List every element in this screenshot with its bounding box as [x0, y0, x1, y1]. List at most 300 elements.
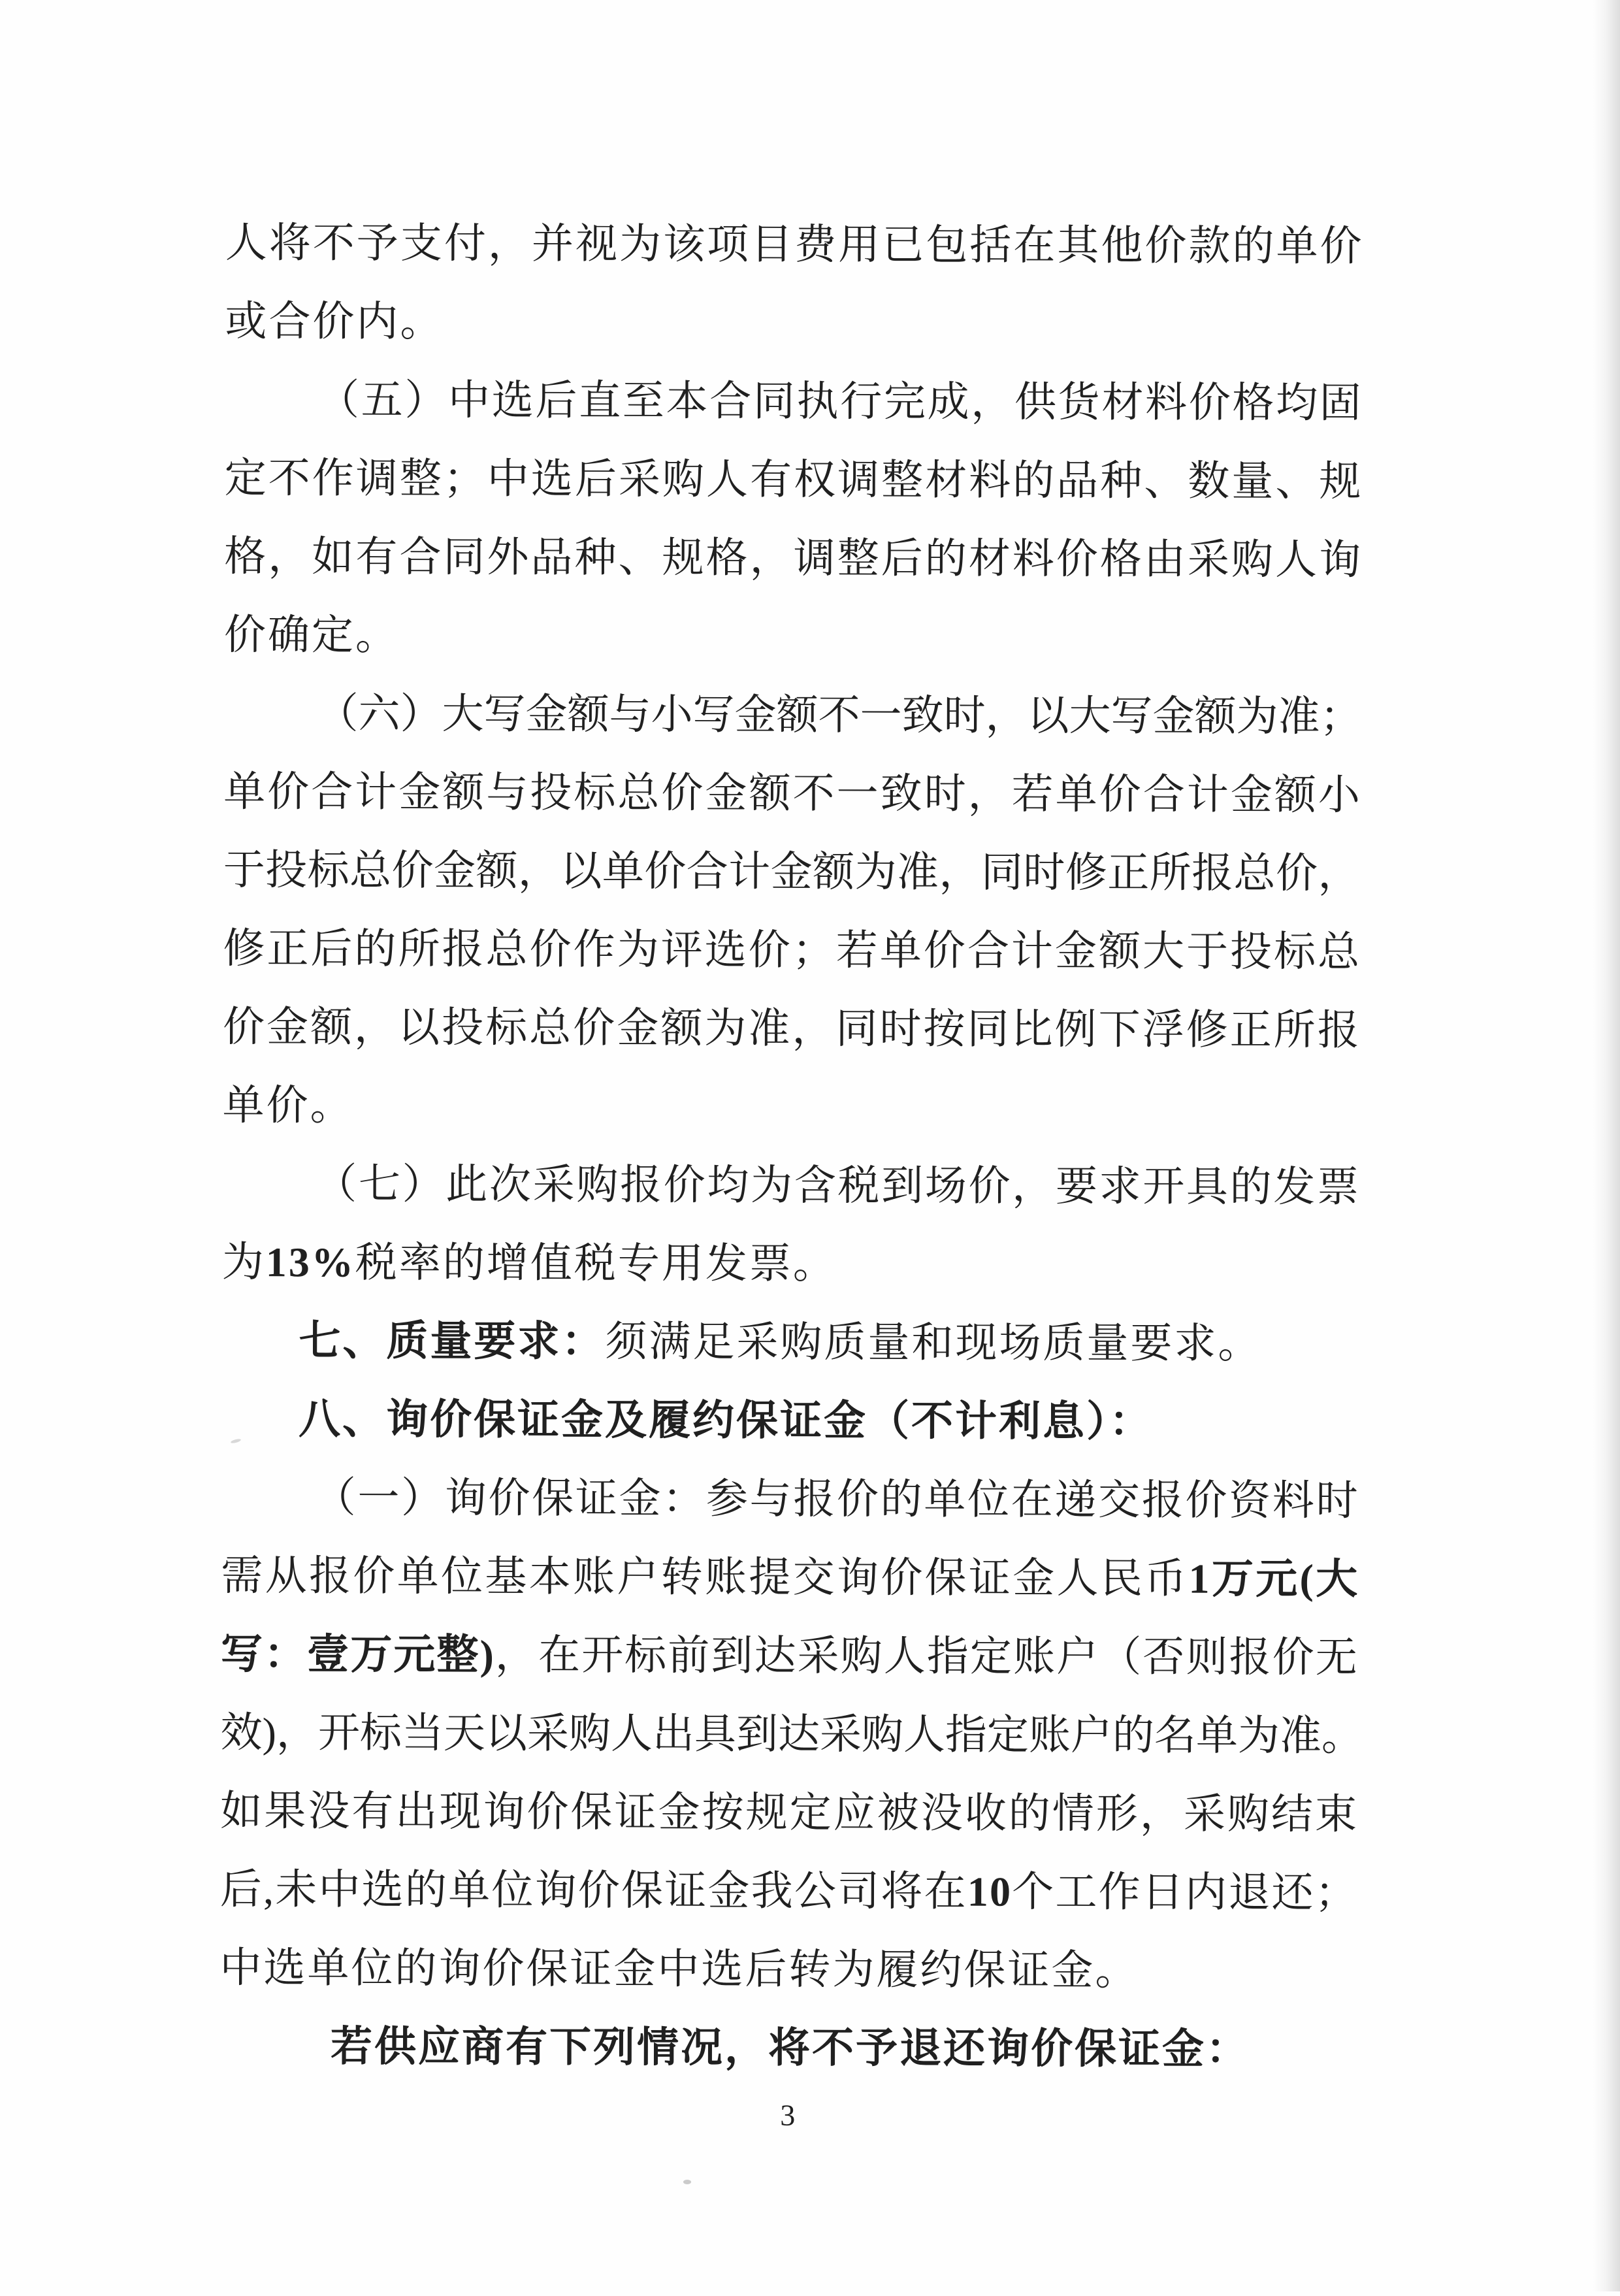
text-glyph: 名 [1154, 1712, 1197, 1759]
text-glyph: 大 [1142, 928, 1185, 975]
text-glyph: 不 [268, 455, 310, 502]
text-glyph: ， [268, 533, 310, 580]
text-glyph: ) [262, 1709, 277, 1756]
text-glyph: 规 [1319, 458, 1361, 505]
text-glyph: 以 [560, 847, 602, 894]
text-glyph: 。 [1321, 1713, 1364, 1760]
text-glyph: 所 [1273, 1007, 1316, 1054]
text-glyph: ， [276, 1709, 319, 1756]
text-line [220, 1694, 1364, 1775]
text-glyph: 定 [969, 1633, 1012, 1680]
text-glyph: 求 [1099, 1163, 1141, 1210]
text-glyph: ） [404, 376, 447, 424]
text-glyph: 定 [789, 1789, 832, 1836]
text-glyph: 比 [1011, 1006, 1053, 1053]
text-glyph: 价 [923, 927, 965, 974]
text-glyph: 写 [483, 691, 526, 738]
text-line [220, 1772, 1357, 1854]
text-glyph: 价 [573, 1004, 615, 1051]
text-glyph: 后 [881, 535, 923, 582]
text-glyph: 、 [618, 534, 660, 582]
text-line [225, 361, 1361, 442]
text-glyph: 于 [1186, 928, 1229, 975]
text-glyph: 金 [433, 847, 476, 894]
text-glyph: 总 [1233, 849, 1276, 897]
text-glyph: 的 [354, 925, 397, 972]
text-glyph: 采 [1187, 536, 1230, 583]
text-glyph: 价 [748, 927, 790, 974]
text-glyph: 户 [1056, 1633, 1099, 1681]
text-glyph: 料 [1272, 1477, 1314, 1524]
text-glyph: 保 [532, 1475, 574, 1522]
text-line [223, 674, 1360, 756]
text-glyph: 证 [614, 1788, 656, 1836]
text-glyph: 元 [393, 1631, 436, 1679]
text-glyph: 同 [753, 378, 796, 425]
text-glyph: 人 [1056, 1554, 1099, 1602]
text-glyph: 采 [618, 455, 661, 503]
text-glyph: ； [1320, 693, 1362, 740]
text-glyph: 在 [538, 1632, 581, 1679]
text-glyph: 以 [485, 1710, 528, 1757]
text-glyph: 量 [1231, 457, 1274, 505]
text-line [219, 2007, 1356, 2089]
text-glyph: 证 [575, 1475, 617, 1522]
scan-edge-shadow [1593, 0, 1620, 2291]
text-glyph: 询 [483, 1788, 525, 1835]
text-glyph: （ [315, 1160, 357, 1207]
text-glyph: 按 [702, 1789, 744, 1836]
text-glyph: 交 [1098, 1477, 1141, 1524]
text-glyph: 同 [835, 1005, 878, 1053]
text-glyph: 货 [1058, 378, 1100, 426]
text-glyph: 标 [485, 1004, 528, 1051]
text-glyph: 开 [317, 1709, 361, 1756]
text-glyph: 万 [350, 1631, 393, 1678]
text-glyph: 计 [728, 848, 771, 895]
text-glyph: ； [1314, 1869, 1357, 1916]
text-glyph: 总 [485, 926, 528, 973]
text-glyph: 并 [531, 220, 574, 267]
text-glyph: 日 [1141, 1869, 1184, 1916]
text-glyph: 价 [836, 1475, 879, 1523]
text-glyph: 金 [705, 770, 747, 817]
text-glyph: 的 [1112, 1712, 1155, 1759]
text-segment: 或合价内。 [225, 297, 444, 346]
text-glyph: 位 [491, 1867, 534, 1914]
text-segment: 税率的增值税专用发票。 [355, 1239, 837, 1287]
text-glyph: 未 [275, 1866, 317, 1913]
text-glyph: 一 [836, 770, 879, 817]
text-glyph: 场 [924, 1162, 967, 1209]
text-glyph: 所 [1149, 849, 1191, 896]
text-glyph: 购 [568, 1710, 611, 1757]
text-glyph: 项 [707, 221, 749, 268]
text-glyph: ： [662, 1475, 705, 1522]
text-glyph: 金 [734, 691, 777, 738]
text-glyph: 单 [879, 927, 922, 974]
text-glyph: 询 [836, 1554, 879, 1601]
text-glyph: 单 [924, 1476, 966, 1523]
text-glyph: 小 [651, 691, 693, 738]
text-glyph: 询 [534, 1867, 577, 1914]
text-glyph: 其 [1057, 221, 1099, 269]
text-glyph: 出 [652, 1711, 695, 1758]
text-segment: 若供应商有下列情况，将不予退还询价保证金： [330, 2023, 1250, 2073]
text-glyph: 价 [526, 1788, 569, 1835]
text-line [224, 439, 1361, 521]
text-glyph: 有 [351, 1788, 394, 1835]
text-glyph: 均 [707, 1162, 749, 1209]
text-glyph: 时 [879, 1006, 922, 1053]
text-glyph: ( [1299, 1556, 1314, 1603]
text-glyph: 价 [644, 848, 687, 895]
text-glyph: 作 [573, 926, 615, 973]
text-glyph: 1 [967, 1868, 988, 1915]
text-line [223, 988, 1359, 1070]
text-glyph: 款 [1188, 222, 1231, 269]
text-glyph: 修 [1065, 849, 1107, 896]
text-glyph: 否 [1142, 1633, 1185, 1681]
text-glyph: 金 [1230, 771, 1272, 819]
text-glyph: 完 [883, 378, 926, 425]
text-glyph: 额 [660, 1005, 703, 1052]
text-glyph: ， [494, 1632, 538, 1679]
text-glyph: 采 [532, 1161, 575, 1208]
text-glyph: 投 [265, 847, 308, 894]
text-glyph: 户 [617, 1553, 659, 1601]
text-glyph: 的 [1229, 1163, 1272, 1211]
text-glyph: 已 [882, 221, 924, 269]
text-glyph: 材 [1101, 379, 1144, 426]
text-glyph: 品 [1056, 457, 1099, 504]
text-glyph: 合 [399, 533, 442, 581]
text-line [223, 831, 1360, 913]
text-glyph: 包 [926, 221, 968, 269]
text-glyph: 所 [398, 925, 440, 973]
text-glyph: 天 [443, 1710, 486, 1757]
text-glyph: 证 [968, 1554, 1011, 1601]
text-glyph: 时 [943, 692, 986, 739]
text-glyph: 我 [751, 1867, 793, 1914]
text-glyph: （ [314, 1474, 356, 1521]
text-glyph: 合 [967, 927, 1010, 974]
text-glyph: ， [939, 849, 981, 896]
text-glyph: 报 [793, 1475, 835, 1522]
text-glyph: 括 [969, 221, 1012, 269]
text-glyph: 价 [881, 1554, 923, 1601]
text-glyph: 有 [749, 456, 792, 503]
text-glyph: 种 [1100, 457, 1142, 504]
text-glyph: 定 [224, 454, 267, 502]
text-glyph: 交 [792, 1554, 835, 1601]
text-glyph: 位 [967, 1476, 1010, 1523]
text-glyph: 额 [567, 691, 609, 738]
text-glyph: 无 [1315, 1634, 1357, 1681]
text-glyph: 例 [1054, 1006, 1097, 1053]
text-glyph: 的 [880, 1476, 922, 1523]
text-glyph: 价 [353, 1552, 395, 1599]
text-line [222, 1066, 1359, 1148]
text-glyph: 用 [838, 221, 881, 269]
text-glyph: 于 [223, 846, 265, 894]
text-glyph: 额 [1194, 693, 1237, 740]
text-glyph: 在 [924, 1868, 966, 1915]
text-glyph: 税 [837, 1162, 880, 1209]
text-glyph: 价 [1144, 222, 1187, 269]
text-line [219, 1929, 1356, 2010]
text-glyph: 若 [1011, 770, 1054, 817]
text-glyph: 调 [793, 534, 835, 582]
text-glyph: 修 [1186, 1006, 1228, 1053]
text-glyph: 户 [1070, 1712, 1113, 1759]
text-glyph: 格 [1232, 379, 1274, 427]
text-glyph: 报 [1229, 1633, 1271, 1681]
text-glyph: 在 [1011, 1476, 1053, 1523]
text-glyph: 至 [622, 377, 664, 425]
text-glyph: 票 [1316, 1164, 1359, 1211]
text-glyph: 同 [967, 1006, 1009, 1053]
text-glyph: 以 [1027, 692, 1069, 740]
page-number: 3 [780, 2098, 796, 2132]
text-glyph: 价 [1188, 379, 1231, 426]
text-glyph: 单 [1276, 223, 1318, 270]
text-glyph: 的 [1008, 1790, 1050, 1837]
text-glyph: 0 [989, 1868, 1011, 1915]
text-glyph: 采 [819, 1711, 862, 1758]
text-glyph: 金 [1054, 927, 1097, 975]
text-glyph: 付 [444, 220, 487, 267]
text-glyph: 证 [664, 1867, 707, 1914]
text-glyph: 标 [574, 769, 616, 816]
text-glyph: 与 [486, 769, 528, 816]
text-segment: 13% [265, 1239, 355, 1286]
text-glyph: ， [971, 378, 1013, 425]
text-glyph: 价 [488, 1475, 530, 1522]
text-glyph: 询 [1318, 536, 1361, 583]
text-line [221, 1615, 1357, 1697]
text-glyph: 合 [311, 768, 353, 815]
text-glyph: 与 [609, 691, 651, 738]
text-glyph: 金 [1152, 693, 1195, 740]
text-glyph: 为 [704, 1005, 747, 1052]
text-glyph: 将 [881, 1868, 923, 1915]
text-glyph: 递 [1054, 1476, 1097, 1524]
text-glyph: 采 [1183, 1790, 1226, 1837]
text-glyph: 准 [1278, 693, 1320, 740]
text-glyph: 总 [617, 769, 660, 817]
text-glyph: 的 [1012, 457, 1055, 504]
text-glyph: 束 [1314, 1791, 1357, 1838]
text-glyph: 不 [792, 770, 835, 817]
text-glyph: 格 [224, 533, 267, 580]
text-glyph: 额 [442, 769, 485, 816]
text-glyph: 账 [1012, 1633, 1056, 1680]
text-glyph: 数 [1188, 457, 1230, 504]
text-glyph: 、 [1275, 458, 1318, 505]
text-glyph: 民 [1100, 1555, 1143, 1602]
text-glyph: 料 [969, 457, 1011, 504]
text-glyph: 的 [404, 1866, 447, 1914]
text-glyph: ， [1139, 1790, 1182, 1837]
text-glyph: 价 [1272, 1634, 1314, 1681]
text-glyph: 总 [529, 1004, 572, 1051]
text-glyph: 金 [525, 691, 568, 738]
text-glyph: 写 [692, 691, 735, 738]
text-glyph: 开 [581, 1632, 624, 1679]
text-glyph: 标 [1274, 928, 1316, 976]
text-glyph: 的 [1232, 222, 1274, 270]
text-glyph: 支 [400, 220, 443, 267]
text-segment: 八、询价保证金及履约保证金（不计利息）： [299, 1396, 1154, 1445]
text-glyph: 为 [1237, 1712, 1280, 1760]
text-glyph: 总 [1318, 928, 1360, 976]
text-glyph: ： [263, 1631, 306, 1678]
text-glyph: 价 [529, 926, 572, 973]
text-glyph: 到 [711, 1632, 753, 1679]
text-glyph: 人 [1274, 536, 1318, 583]
text-glyph: 计 [355, 768, 397, 815]
text-glyph: 若 [835, 927, 878, 974]
text-glyph: 定 [986, 1711, 1029, 1758]
text-glyph: 规 [662, 534, 704, 582]
text-glyph: ） [402, 1160, 444, 1208]
text-glyph: 购 [1227, 1790, 1270, 1838]
text-glyph: 本 [666, 378, 708, 425]
text-glyph: 费 [794, 221, 837, 268]
text-line [221, 1302, 1358, 1383]
text-glyph: 含 [794, 1162, 836, 1209]
text-glyph: 按 [923, 1006, 965, 1053]
text-glyph: 保 [924, 1554, 967, 1601]
text-glyph: 如 [220, 1787, 263, 1835]
text-glyph: 致 [880, 770, 922, 817]
text-glyph: 报 [442, 926, 484, 973]
text-glyph: 准 [1279, 1713, 1322, 1760]
text-line [221, 1458, 1358, 1540]
text-glyph: 单 [602, 847, 644, 895]
text-glyph: 没 [920, 1790, 963, 1837]
text-glyph: 额 [812, 848, 855, 896]
text-glyph: 时 [1316, 1477, 1358, 1524]
text-glyph: 权 [793, 456, 836, 503]
text-glyph: （ [1099, 1633, 1142, 1681]
text-glyph: 要 [1055, 1162, 1098, 1210]
text-glyph: 该 [662, 221, 705, 268]
text-glyph: 作 [312, 455, 354, 502]
text-line [225, 204, 1362, 286]
text-glyph: 人 [705, 456, 749, 503]
text-glyph: 金 [1012, 1554, 1055, 1601]
text-glyph: 不 [312, 220, 355, 267]
text-glyph: 计 [1186, 771, 1229, 818]
text-glyph: 直 [579, 377, 621, 424]
text-glyph: 司 [837, 1867, 880, 1915]
text-segment: 价确定。 [223, 611, 400, 659]
text-glyph: 予 [356, 220, 398, 267]
text-glyph: 金 [617, 1004, 659, 1052]
text-glyph: 正 [267, 925, 309, 972]
text-glyph: 价 [577, 1867, 620, 1914]
text-line [224, 517, 1361, 599]
text-glyph: 报 [1141, 1477, 1184, 1524]
text-glyph: 指 [926, 1633, 969, 1680]
text-glyph: 出 [395, 1788, 438, 1835]
text-glyph: 到 [736, 1711, 779, 1758]
text-glyph: 整 [881, 457, 924, 504]
text-glyph: 购 [840, 1632, 883, 1680]
text-glyph: 退 [1228, 1869, 1271, 1916]
text-glyph: 格 [705, 534, 748, 582]
text-glyph: 价 [663, 1162, 705, 1209]
text-glyph: 中 [318, 1866, 361, 1913]
text-glyph: 大 [1316, 1556, 1358, 1603]
text-glyph: 将 [268, 220, 311, 267]
text-glyph: 七 [358, 1160, 401, 1207]
text-glyph: 资 [1229, 1477, 1271, 1524]
document-body [219, 204, 1362, 2089]
text-glyph: 准 [748, 1005, 790, 1052]
text-glyph: 材 [925, 457, 967, 504]
text-glyph: 行 [840, 378, 883, 425]
text-glyph: 由 [1143, 536, 1186, 583]
text-glyph: 以 [398, 1004, 440, 1051]
text-glyph: ； [792, 927, 834, 974]
text-glyph: 单 [397, 1552, 439, 1600]
text-glyph: ， [1318, 850, 1360, 897]
text-glyph: 浮 [1142, 1006, 1184, 1053]
text-glyph: 采 [526, 1710, 570, 1757]
text-glyph: 被 [877, 1790, 919, 1837]
text-glyph: ， [353, 1004, 397, 1051]
text-glyph: 供 [1014, 378, 1057, 425]
text-glyph: 选 [361, 1866, 404, 1913]
text-glyph: 材 [968, 535, 1011, 582]
text-glyph: 执 [796, 378, 839, 425]
text-glyph: 选 [530, 455, 573, 502]
text-glyph: 正 [1229, 1006, 1272, 1054]
text-line [223, 910, 1359, 991]
text-glyph: 提 [749, 1554, 791, 1601]
text-glyph: 价 [1099, 771, 1141, 818]
text-glyph: ， [792, 1005, 834, 1052]
text-glyph: 价 [1320, 223, 1362, 270]
text-glyph: 额 [776, 691, 818, 738]
text-glyph: 币 [1144, 1555, 1187, 1602]
text-glyph: 料 [1144, 379, 1188, 426]
text-glyph: 报 [308, 1552, 351, 1599]
text-glyph: 目 [751, 221, 793, 268]
text-glyph: 视 [575, 220, 618, 267]
text-glyph: 壹 [307, 1631, 349, 1678]
text-glyph: 成 [927, 378, 969, 425]
text-glyph: 额 [1098, 928, 1141, 975]
text-glyph: 小 [1318, 772, 1361, 819]
text-glyph: 内 [1184, 1869, 1227, 1916]
text-glyph: 在 [1013, 221, 1056, 269]
text-glyph: 金 [266, 1004, 309, 1051]
text-glyph: 调 [355, 455, 398, 502]
text-glyph: 不 [818, 691, 860, 739]
text-glyph: ， [487, 220, 530, 267]
text-line [225, 282, 1361, 364]
text-glyph: 账 [704, 1554, 747, 1601]
text-glyph: 价 [661, 770, 704, 817]
text-glyph: 为 [617, 926, 659, 974]
text-glyph: 写 [1110, 693, 1153, 740]
text-glyph: 为 [619, 220, 662, 268]
text-glyph: 账 [572, 1553, 615, 1600]
